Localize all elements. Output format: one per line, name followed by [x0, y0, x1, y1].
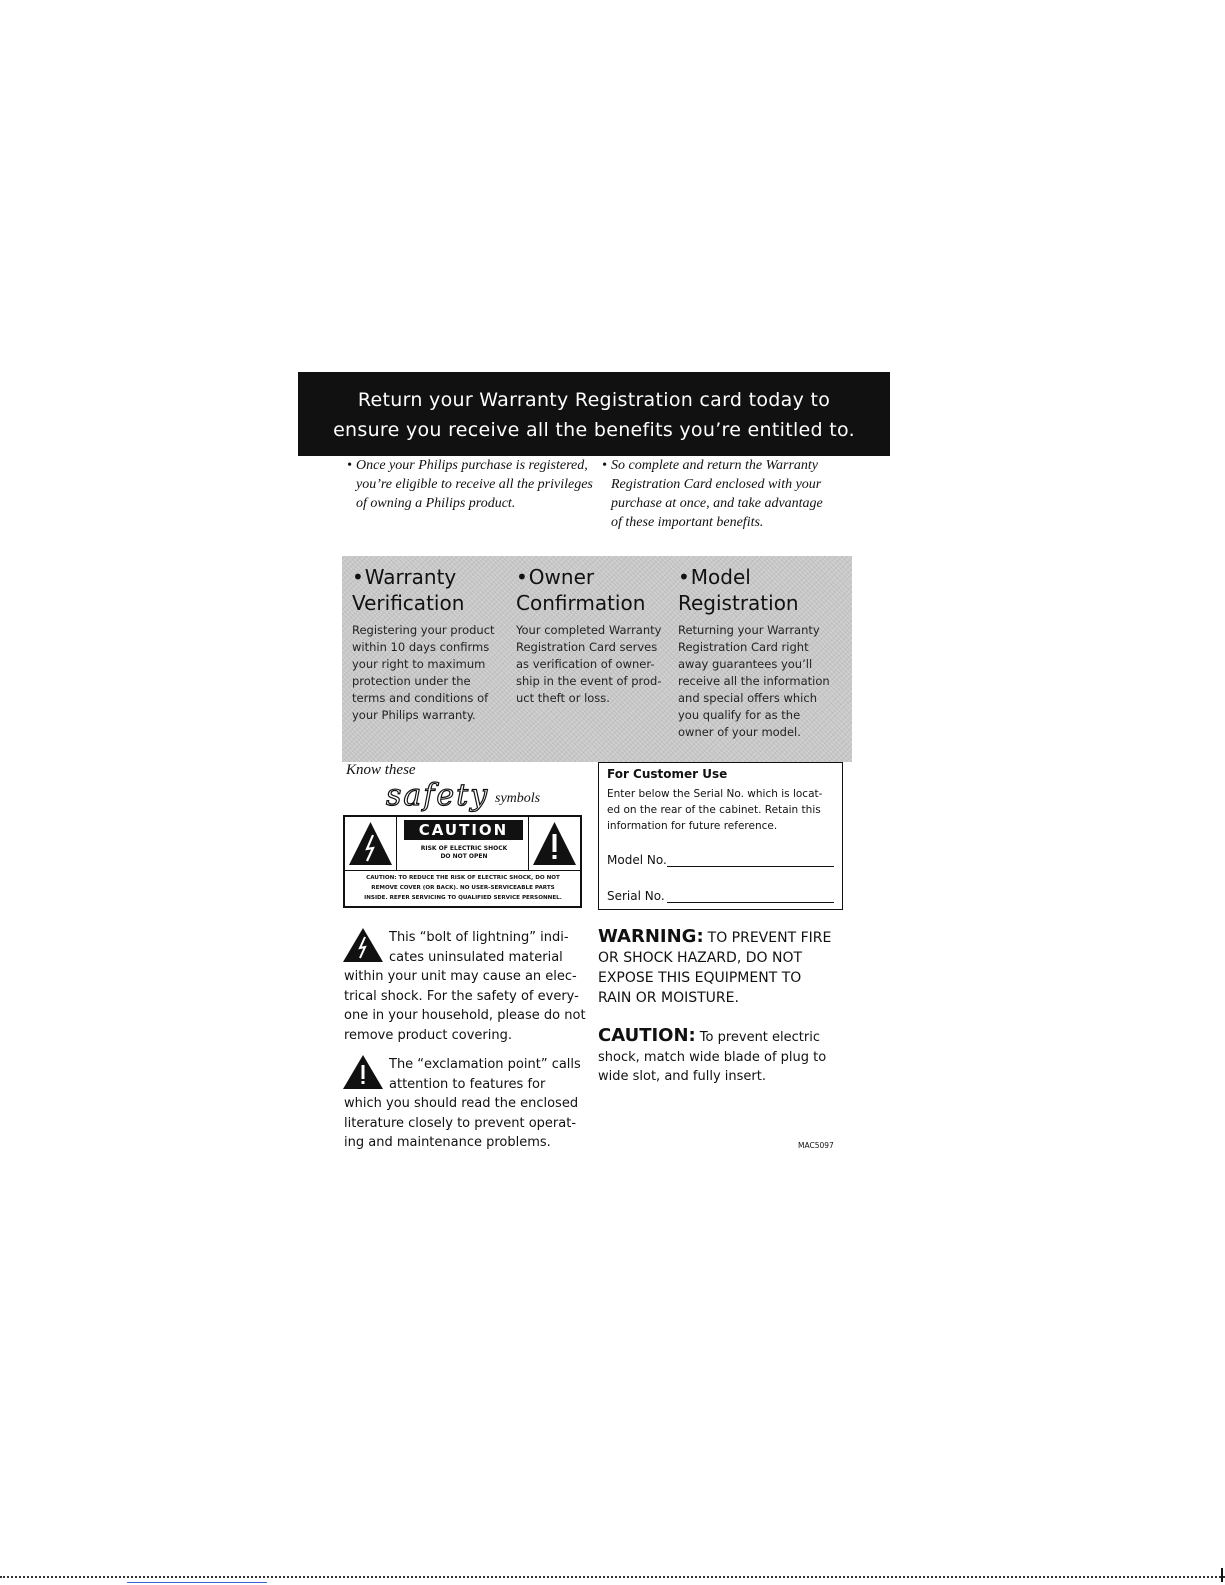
- bullet-icon: •: [516, 565, 528, 589]
- symbols-label: symbols: [495, 791, 541, 806]
- benefit-text: uct theft or loss.: [516, 691, 610, 705]
- benefit-model-registration: [678, 556, 830, 741]
- banner-line-1: Return your Warranty Registration card today to: [357, 389, 831, 411]
- caution-notice-label: CAUTION:: [598, 1025, 696, 1046]
- benefit-text: receive all the information: [678, 674, 830, 688]
- corner-mark: [1221, 1568, 1223, 1582]
- benefit-text: ship in the event of prod-: [516, 674, 662, 688]
- benefit-title: Confirmation: [516, 591, 646, 615]
- exclamation-line: ing and maintenance problems.: [344, 1135, 551, 1150]
- caution-label-top: [345, 817, 580, 871]
- caution-subtext-line: DO NOT OPEN: [440, 853, 488, 860]
- benefits-panel: [342, 556, 852, 762]
- exclamation-triangle-icon: [528, 817, 580, 870]
- exclamation-line: literature closely to prevent operat-: [344, 1115, 577, 1131]
- benefit-title: Owner: [528, 565, 595, 589]
- benefit-owner-confirmation: [516, 556, 662, 707]
- lightning-line: within your unit may cause an elec-: [344, 969, 577, 984]
- intro-left: [347, 456, 596, 513]
- caution-subtext-line: RISK OF ELECTRIC SHOCK: [420, 845, 508, 852]
- benefit-text: protection under the: [352, 674, 471, 688]
- intro-right-line: purchase at once, and take advantage: [611, 496, 823, 511]
- exclamation-explanation: [344, 1055, 581, 1153]
- warranty-banner: [298, 372, 890, 456]
- caution-notice: [598, 1026, 826, 1087]
- lightning-line: trical shock. For the safety of every-: [344, 988, 579, 1004]
- benefit-text: you qualify for as the: [678, 708, 801, 722]
- warning-line: EXPOSE THIS EQUIPMENT TO: [598, 970, 802, 986]
- benefit-text: and special offers which: [678, 691, 817, 705]
- caution-label-box: [343, 815, 582, 908]
- warning-notice: [598, 927, 831, 1008]
- caution-notice-line: shock, match wide blade of plug to: [598, 1049, 827, 1065]
- benefit-text: owner of your model.: [678, 725, 801, 739]
- warning-line: RAIN OR MOISTURE.: [598, 990, 739, 1006]
- caution-title: CAUTION: [404, 820, 523, 840]
- intro-left-line: Once your Philips purchase is registered,: [356, 458, 588, 473]
- lightning-explanation: [344, 928, 586, 1045]
- caution-notice-line: To prevent electric: [699, 1030, 820, 1045]
- lightning-triangle-icon: [345, 817, 397, 870]
- banner-line-2: ensure you receive all the benefits you’re entitled to.: [333, 419, 855, 441]
- footer-link-line: [127, 1582, 267, 1583]
- benefit-text: within 10 days confirms: [352, 640, 490, 654]
- intro-right-line: Registration Card enclosed with your: [611, 477, 822, 492]
- exclamation-line: which you should read the enclosed: [344, 1096, 579, 1111]
- caution-warning-line: CAUTION: TO REDUCE THE RISK OF ELECTRIC SHOCK, DO NOT: [366, 875, 560, 881]
- bullet-icon: •: [602, 458, 607, 473]
- lightning-line: one in your household, please do not: [344, 1008, 586, 1023]
- benefit-text: Registration Card serves: [516, 640, 658, 654]
- bullet-icon: •: [347, 458, 352, 473]
- exclamation-line: The “exclamation point” calls: [389, 1057, 581, 1072]
- footer-rule: [0, 1576, 1225, 1578]
- lightning-line: remove product covering.: [344, 1027, 513, 1043]
- benefit-warranty-verification: [352, 556, 495, 724]
- lightning-line: This “bolt of lightning” indi-: [389, 930, 569, 945]
- benefit-text: your right to maximum: [352, 657, 486, 671]
- benefit-text: terms and conditions of: [352, 691, 489, 705]
- warning-line: TO PREVENT FIRE: [707, 930, 832, 946]
- intro-left-line: you’re eligible to receive all the privileges: [356, 477, 593, 492]
- benefit-text: Registration Card right: [678, 640, 809, 654]
- model-no-label: Model No.: [607, 853, 667, 867]
- caution-subtext: [400, 845, 528, 861]
- benefit-title: Registration: [678, 591, 799, 615]
- intro-right: [602, 456, 851, 532]
- benefit-text: away guarantees you’ll: [678, 657, 813, 671]
- caution-warning-line: INSIDE. REFER SERVICING TO QUALIFIED SERVICE PERSONNEL.: [364, 895, 562, 901]
- know-these-label: Know these: [346, 762, 416, 778]
- customer-use-box: [598, 762, 843, 910]
- intro-right-line: So complete and return the Warranty: [611, 458, 818, 473]
- exclamation-line: attention to features for: [389, 1076, 546, 1092]
- benefit-text: Registering your product: [352, 623, 495, 637]
- customer-use-text-line: Enter below the Serial No. which is locat-: [607, 788, 823, 800]
- model-no-field[interactable]: [667, 866, 834, 867]
- benefit-text: Your completed Warranty: [516, 623, 662, 637]
- bullet-icon: •: [352, 565, 364, 589]
- bullet-icon: •: [678, 565, 690, 589]
- warning-line: OR SHOCK HAZARD, DO NOT: [598, 950, 803, 966]
- safety-word: safety: [386, 778, 490, 813]
- caution-warning-line: REMOVE COVER (OR BACK). NO USER-SERVICEABLE PARTS: [371, 885, 555, 891]
- benefit-title: Verification: [352, 591, 465, 615]
- customer-use-text-line: ed on the rear of the cabinet. Retain this: [607, 804, 821, 816]
- benefit-text: your Philips warranty.: [352, 708, 476, 722]
- document-code: MAC5097: [798, 1141, 834, 1150]
- benefit-text: Returning your Warranty: [678, 623, 820, 637]
- serial-no-label: Serial No.: [607, 889, 665, 903]
- customer-use-title: For Customer Use: [607, 767, 728, 781]
- lightning-line: cates uninsulated material: [389, 949, 563, 965]
- caution-warning-text: [349, 873, 577, 903]
- benefit-title: Warranty: [364, 565, 457, 589]
- serial-no-field[interactable]: [667, 902, 834, 903]
- warning-label: WARNING:: [598, 926, 704, 947]
- benefit-text: as verification of owner-: [516, 657, 655, 671]
- intro-right-line: of these important benefits.: [611, 515, 764, 530]
- benefit-title: Model: [690, 565, 751, 589]
- caution-notice-line: wide slot, and fully insert.: [598, 1069, 766, 1084]
- customer-use-text: [607, 786, 822, 834]
- customer-use-text-line: information for future reference.: [607, 820, 778, 832]
- intro-left-line: of owning a Philips product.: [356, 496, 516, 511]
